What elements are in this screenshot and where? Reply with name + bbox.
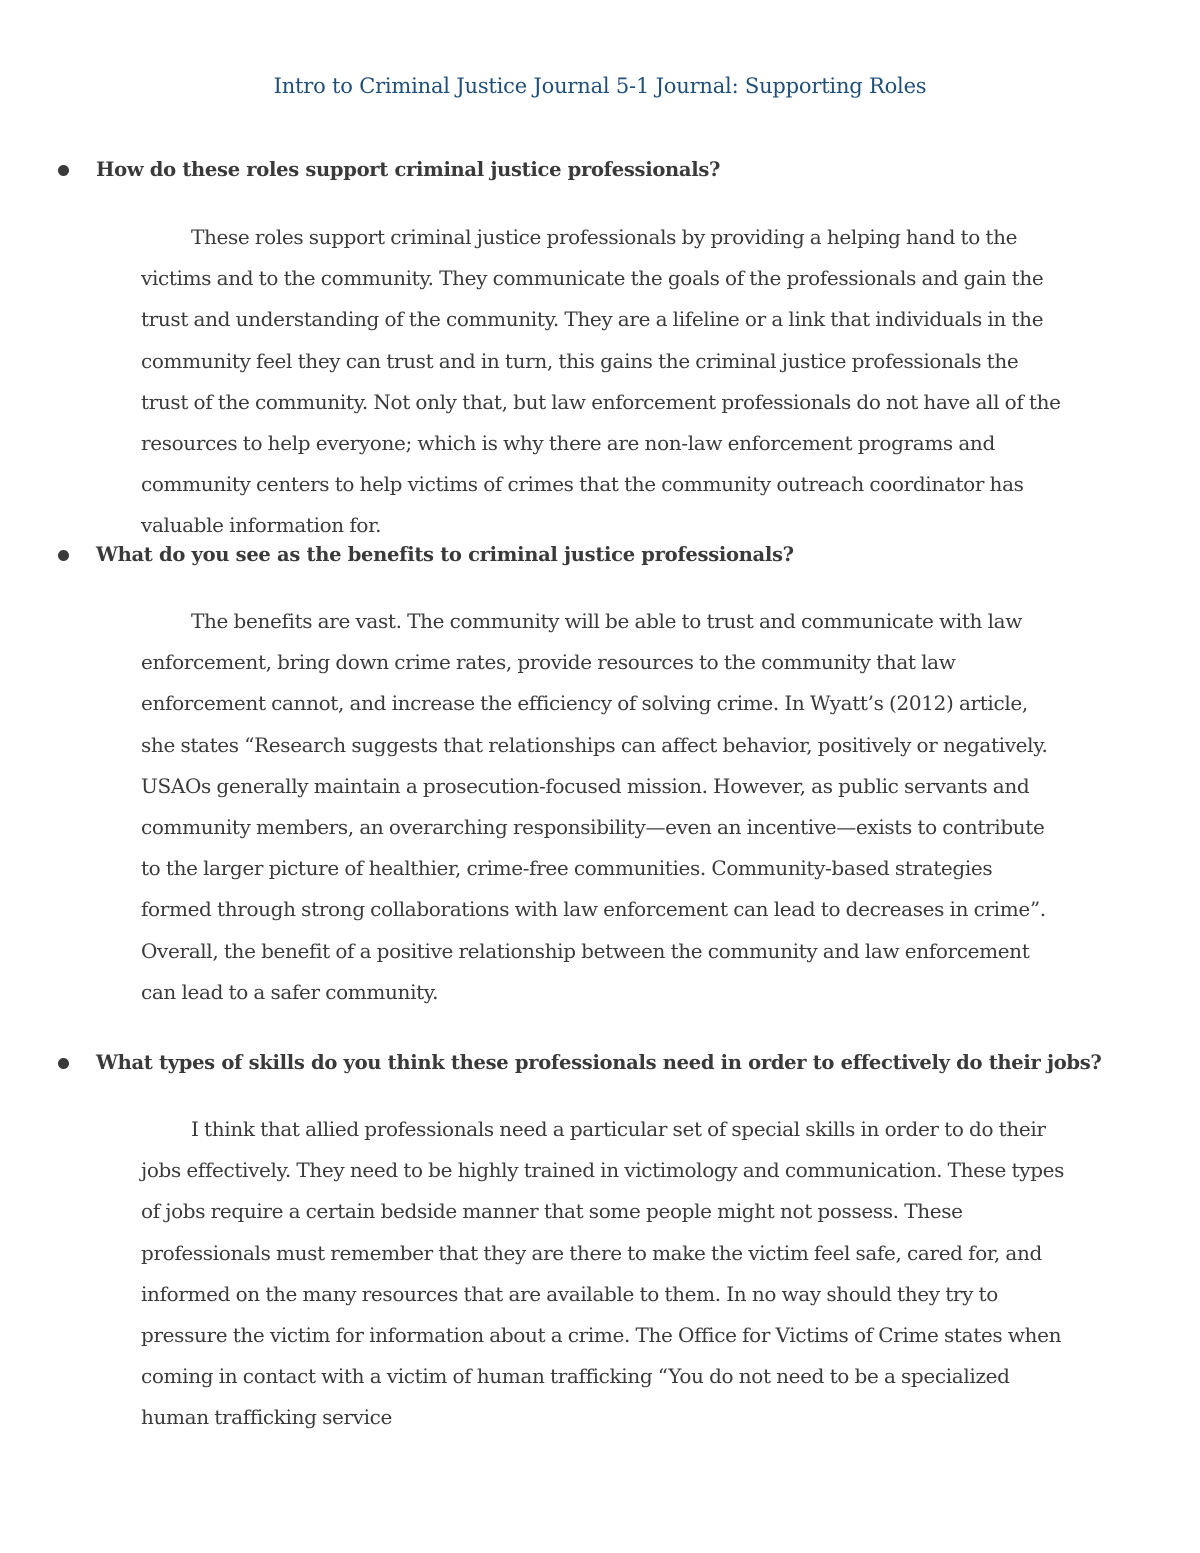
bullet-icon <box>58 550 69 561</box>
answer-paragraph-1: These roles support criminal justice professionals by providing a helping hand to the victims and to the community. They communicate the goals of the professionals and gain the trust and understanding of the community. They are a lifeline or a link that individuals in the community feel they can trust and in turn, this gains the criminal justice professionals the trust of the community. Not only that, but law enforcement professionals do not have all of the resources to help everyone; which is why there are non-law enforcement programs and community centers to help victims of crimes that the community outreach coordinator has valuable information for. <box>141 225 1061 538</box>
bullet-icon <box>58 165 69 176</box>
question-heading-1 <box>58 156 1158 184</box>
answer-paragraph-2: The benefits are vast. The community will be able to trust and communicate with law enforcement, bring down crime rates, provide resources to the community that law enforcement cannot, and increase the efficiency of solving crime. In Wyatt’s (2012) article, she states “Research suggests that relationships can affect behavior, positively or negatively. USAOs generally maintain a prosecution-focused mission. However, as public servants and community members, an overarching responsibility—even an incentive—exists to contribute to the larger picture of healthier, crime-free communities. Community-based strategies formed through strong collaborations with law enforcement can lead to decreases in crime”. Overall, the benefit of a positive relationship between the community and law enforcement can lead to a safer community. <box>141 609 1048 1004</box>
bullet-icon <box>58 1058 69 1069</box>
question-heading-3 <box>58 1049 1158 1077</box>
question-text: How do these roles support criminal justice professionals? <box>96 158 721 181</box>
answer-paragraph-3: I think that allied professionals need a particular set of special skills in order to do their jobs effectively. They need to be highly trained in victimology and communication. These types of jobs require a certain bedside manner that some people might not possess. These professionals must remember that they are there to make the victim feel safe, cared for, and informed on the many resources that are available to them. In no way should they try to pressure the victim for information about a crime. The Office for Victims of Crime states when coming in contact with a victim of human trafficking “You do not need to be a specialized human trafficking service <box>141 1117 1065 1430</box>
question-text: What types of skills do you think these professionals need in order to effectively do their jobs? <box>96 1051 1102 1074</box>
question-text: What do you see as the benefits to criminal justice professionals? <box>96 543 794 566</box>
document-title: Intro to Criminal Justice Journal 5-1 Journal: Supporting Roles <box>273 74 927 98</box>
question-heading-2 <box>58 541 1158 569</box>
